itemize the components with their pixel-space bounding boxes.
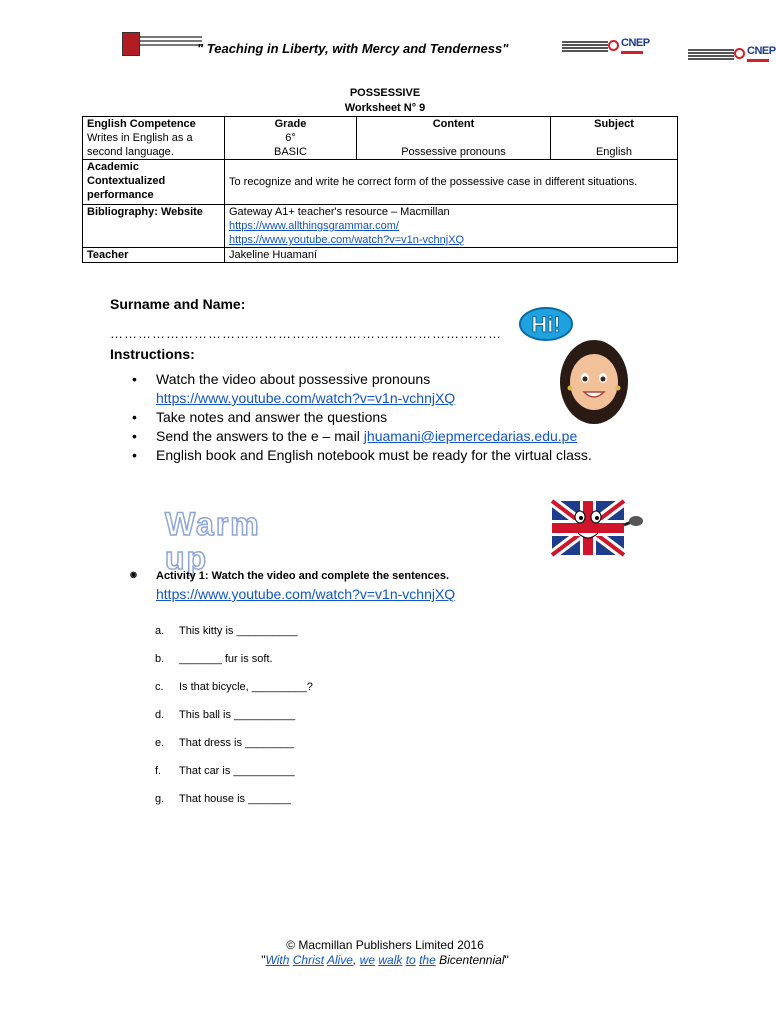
- surname-line: …………………………………………………………………………: [110, 326, 502, 341]
- bibliography-link-video[interactable]: https://www.youtube.com/watch?v=v1n-vchnjXQ: [229, 234, 465, 246]
- level-value: BASIC: [273, 146, 307, 158]
- grade-header: Grade: [274, 118, 307, 130]
- activity-section: [130, 570, 456, 602]
- subject-header: Subject: [594, 118, 634, 130]
- list-item: • English book and English notebook must be ready for the virtual class.: [130, 446, 592, 465]
- sentence-text: That dress is ________: [179, 737, 294, 749]
- sentence-text: This ball is __________: [179, 709, 296, 721]
- sentence-text: That house is _______: [179, 793, 291, 805]
- subject-value: English: [595, 146, 633, 158]
- sentence-text: Is that bicycle, _________?: [179, 681, 313, 693]
- bibliography-header: Bibliography: Website: [83, 205, 225, 248]
- worksheet-number: Worksheet N° 9: [344, 102, 426, 114]
- instructions-list: [130, 370, 592, 465]
- activity-heading: ◉ Activity 1: Watch the video and complete the sentences.: [130, 570, 449, 582]
- table-row: [83, 248, 678, 263]
- copyright-text: © Macmillan Publishers Limited 2016: [286, 938, 484, 952]
- competence-value: Writes in English as a second language.: [87, 132, 193, 158]
- cnep-logo: CNEP: [562, 36, 644, 60]
- list-item: • Send the answers to the e – mail jhuamani@iepmercedarias.edu.pe: [130, 427, 592, 446]
- cnep-logo-secondary: CNEP: [688, 44, 770, 68]
- school-name-logo: [140, 34, 202, 50]
- svg-text:Hi!: Hi!: [531, 312, 561, 337]
- teacher-header: Teacher: [83, 248, 225, 263]
- content-cell: [357, 117, 551, 160]
- school-motto: " Teaching in Liberty, with Mercy and Tenderness": [197, 41, 509, 56]
- instructions-video-link[interactable]: https://www.youtube.com/watch?v=v1n-vchnjXQ: [156, 390, 456, 406]
- activity-video-link[interactable]: https://www.youtube.com/watch?v=v1n-vchnjXQ: [156, 586, 456, 602]
- competence-header: English Competence: [87, 118, 196, 130]
- teacher-value: Jakeline Huamaní: [225, 248, 678, 263]
- surname-label: Surname and Name:: [110, 296, 246, 312]
- sentence-text: That car is __________: [179, 765, 295, 777]
- grade-value: 6°: [285, 132, 296, 144]
- warm-up-heading: Warm up: [165, 506, 261, 576]
- table-row: [83, 160, 678, 205]
- worksheet-info-table: [82, 116, 678, 263]
- grade-cell: [225, 117, 357, 160]
- competence-cell: [83, 117, 225, 160]
- page-header: [0, 30, 776, 70]
- hi-bubble-icon: [520, 308, 572, 340]
- uk-flag-character-icon: [548, 495, 644, 563]
- school-crest-icon: [122, 32, 140, 56]
- sentence-text: _______ fur is soft.: [179, 653, 273, 665]
- teacher-email-link[interactable]: jhuamani@iepmercedarias.edu.pe: [363, 428, 578, 444]
- footer-quote: "With Christ Alive, we walk to the Bicentennial": [261, 953, 509, 967]
- subject-cell: [551, 117, 678, 160]
- content-header: Content: [432, 118, 475, 130]
- table-row: [83, 205, 678, 248]
- page-footer: [0, 938, 770, 968]
- academic-value: To recognize and write he correct form of the possessive case in different situations.: [225, 160, 678, 205]
- academic-header: Academic Contextualized performance: [83, 160, 225, 205]
- sentence-text: This kitty is __________: [179, 625, 298, 637]
- bibliography-cell: [225, 205, 678, 248]
- bibliography-source: Gateway A1+ teacher's resource – Macmillan: [229, 206, 450, 218]
- worksheet-title: POSSESSIVE: [349, 87, 421, 99]
- list-item: • Take notes and answer the questions: [130, 408, 592, 427]
- list-item: • Watch the video about possessive pronouns https://www.youtube.com/watch?v=v1n-vchnjXQ: [130, 370, 592, 408]
- bibliography-link-grammar[interactable]: https://www.allthingsgrammar.com/: [229, 220, 399, 232]
- instructions-label: Instructions:: [110, 346, 195, 362]
- table-row: [83, 117, 678, 160]
- content-value: Possessive pronouns: [401, 146, 506, 158]
